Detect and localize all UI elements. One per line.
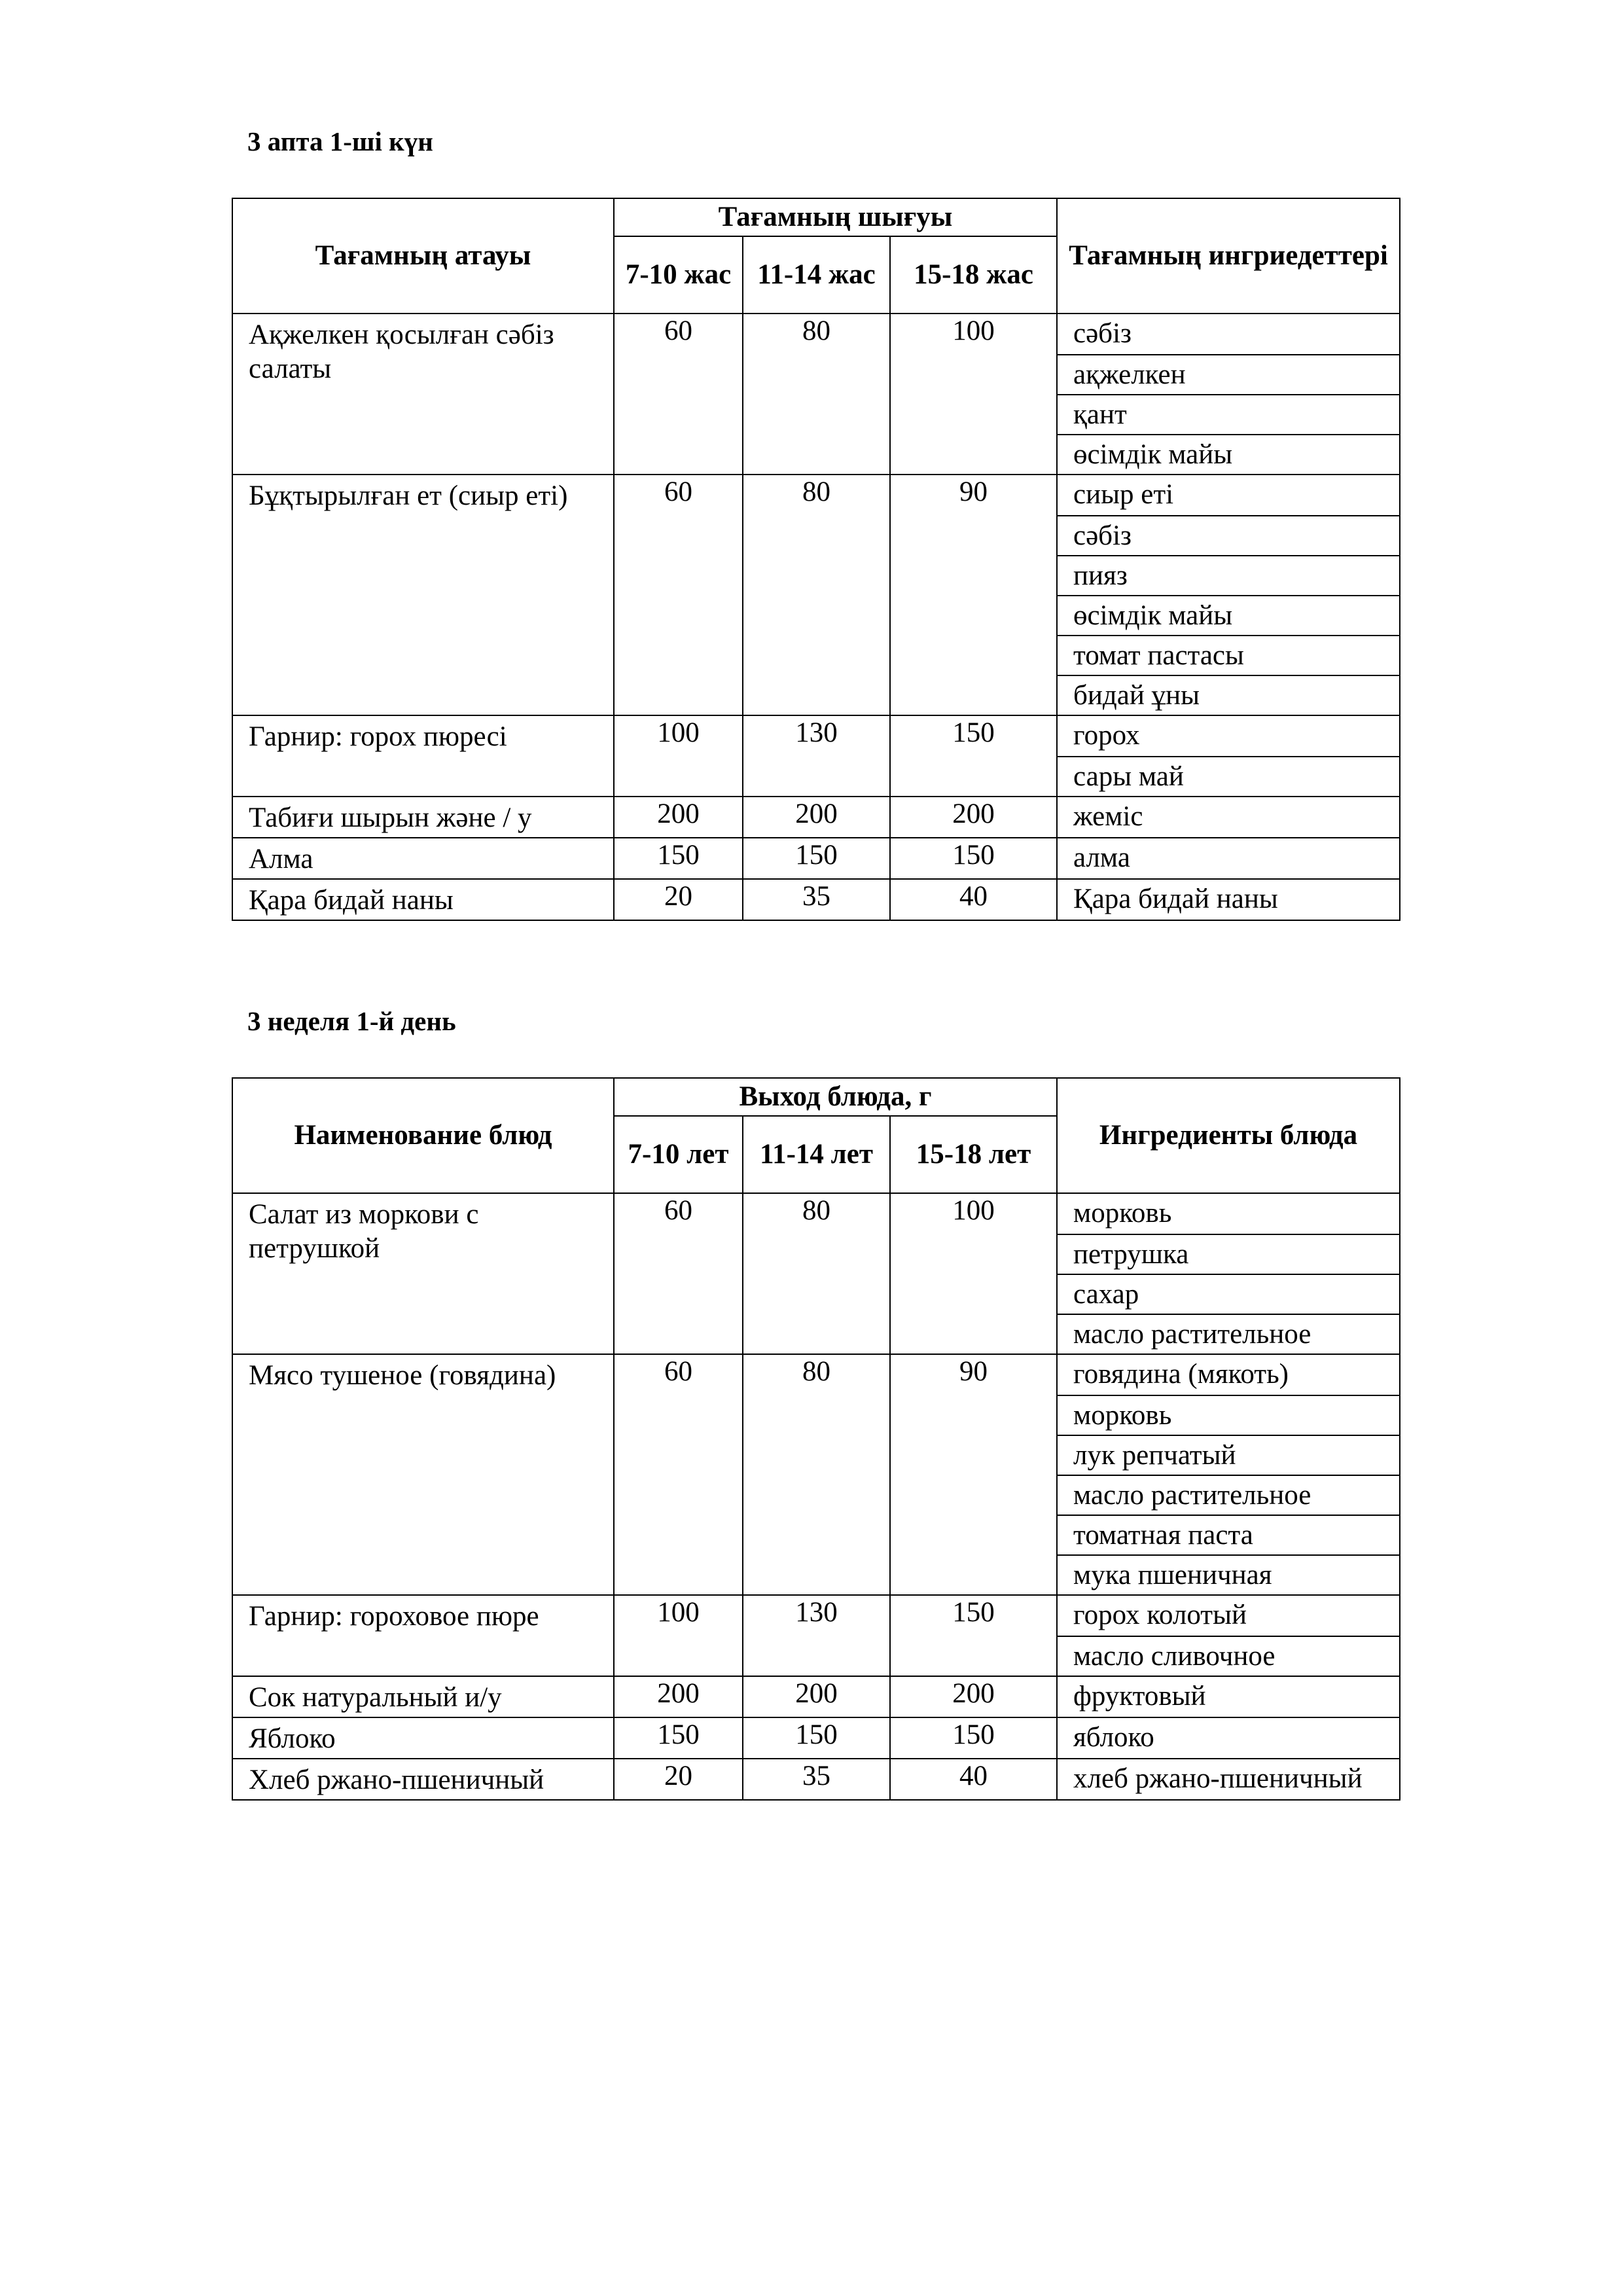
portion-15-18-cell: 150 <box>890 838 1057 879</box>
portion-11-14-cell: 150 <box>743 838 890 879</box>
table-row <box>232 879 1400 920</box>
header-age-7-10: 7-10 лет <box>614 1116 743 1193</box>
table-body <box>232 314 1400 920</box>
header-dish-name: Наименование блюд <box>232 1078 614 1193</box>
portion-7-10-cell: 100 <box>614 715 743 797</box>
portion-11-14-cell: 80 <box>743 475 890 715</box>
section-heading-ru: 3 неделя 1-й день <box>247 1006 456 1036</box>
ingredient-item: хлеб ржано-пшеничный <box>1073 1763 1363 1794</box>
menu-table-kz <box>232 198 1400 921</box>
portion-15-18-cell: 150 <box>890 1595 1057 1676</box>
ingredient-item: қант <box>1058 394 1399 434</box>
ingredients-cell <box>1057 1193 1400 1354</box>
table-row <box>232 314 1400 475</box>
ingredient-item: алма <box>1073 842 1130 873</box>
dish-name-cell: Ақжелкен қосылған сәбіз салаты <box>232 314 614 475</box>
ingredient-item: томат пастасы <box>1058 635 1399 675</box>
ingredient-item: сары май <box>1058 756 1399 796</box>
portion-11-14-cell: 35 <box>743 879 890 920</box>
header-output: Выход блюда, г <box>614 1078 1057 1116</box>
dish-name-cell: Салат из моркови с петрушкой <box>232 1193 614 1354</box>
portion-7-10-cell: 60 <box>614 1354 743 1595</box>
table-row <box>232 1193 1400 1354</box>
ingredients-cell <box>1057 1717 1400 1759</box>
portion-11-14-cell: 80 <box>743 1354 890 1595</box>
portion-7-10-cell: 60 <box>614 475 743 715</box>
portion-11-14-cell: 200 <box>743 797 890 838</box>
ingredient-list <box>1058 1759 1399 1799</box>
portion-15-18-cell: 100 <box>890 314 1057 475</box>
ingredients-cell <box>1057 838 1400 879</box>
ingredient-item: ақжелкен <box>1058 354 1399 394</box>
table-row <box>232 1354 1400 1595</box>
ingredient-list <box>1058 475 1399 715</box>
ingredient-item: өсімдік майы <box>1058 434 1399 474</box>
ingredient-item: морковь <box>1073 1197 1172 1229</box>
portion-11-14-cell: 80 <box>743 1193 890 1354</box>
portion-11-14-cell: 130 <box>743 715 890 797</box>
dish-name-cell: Гарнир: горох пюресі <box>232 715 614 797</box>
portion-15-18-cell: 90 <box>890 1354 1057 1595</box>
portion-15-18-cell: 150 <box>890 715 1057 797</box>
header-age-15-18: 15-18 жас <box>890 236 1057 314</box>
section-heading-kz: 3 апта 1-ші күн <box>247 126 433 156</box>
portion-7-10-cell: 60 <box>614 1193 743 1354</box>
portion-7-10-cell: 20 <box>614 1759 743 1800</box>
table-row <box>232 1676 1400 1717</box>
table-row <box>232 475 1400 715</box>
portion-15-18-cell: 200 <box>890 797 1057 838</box>
table-row <box>232 838 1400 879</box>
header-output: Тағамның шығуы <box>614 198 1057 236</box>
dish-name-cell: Табиғи шырын және / у <box>232 797 614 838</box>
ingredient-item: масло растительное <box>1058 1314 1399 1354</box>
portion-11-14-cell: 200 <box>743 1676 890 1717</box>
portion-15-18-cell: 100 <box>890 1193 1057 1354</box>
ingredient-list <box>1058 1194 1399 1354</box>
ingredient-item: бидай ұны <box>1058 675 1399 715</box>
ingredient-item: жеміс <box>1073 800 1143 832</box>
portion-7-10-cell: 100 <box>614 1595 743 1676</box>
header-age-11-14: 11-14 лет <box>743 1116 890 1193</box>
ingredient-item: фруктовый <box>1073 1680 1206 1712</box>
ingredient-item: горох колотый <box>1073 1599 1247 1630</box>
ingredient-item: сиыр еті <box>1073 478 1174 510</box>
table-row <box>232 1717 1400 1759</box>
dish-name-cell: Алма <box>232 838 614 879</box>
ingredient-list <box>1058 314 1399 474</box>
ingredients-cell <box>1057 797 1400 838</box>
portion-7-10-cell: 200 <box>614 1676 743 1717</box>
ingredients-cell <box>1057 1676 1400 1717</box>
header-ingredients: Тағамның ингриедеттері <box>1057 198 1400 314</box>
portion-15-18-cell: 40 <box>890 1759 1057 1800</box>
ingredient-item: говядина (мякоть) <box>1073 1358 1289 1390</box>
ingredient-item: яблоко <box>1073 1721 1154 1753</box>
portion-7-10-cell: 200 <box>614 797 743 838</box>
header-age-11-14: 11-14 жас <box>743 236 890 314</box>
header-age-15-18: 15-18 лет <box>890 1116 1057 1193</box>
portion-11-14-cell: 80 <box>743 314 890 475</box>
ingredient-item: сахар <box>1058 1274 1399 1314</box>
portion-7-10-cell: 20 <box>614 879 743 920</box>
table-body <box>232 1193 1400 1800</box>
ingredients-cell <box>1057 1759 1400 1800</box>
ingredients-cell <box>1057 879 1400 920</box>
ingredient-item: пияз <box>1058 555 1399 595</box>
table-row <box>232 1759 1400 1800</box>
ingredient-item: сәбіз <box>1073 317 1132 349</box>
ingredient-list <box>1058 1355 1399 1594</box>
ingredient-list <box>1058 716 1399 796</box>
ingredient-list <box>1058 1718 1399 1758</box>
ingredients-cell <box>1057 1595 1400 1676</box>
ingredients-cell <box>1057 475 1400 715</box>
ingredient-item: масло сливочное <box>1058 1636 1399 1676</box>
portion-7-10-cell: 60 <box>614 314 743 475</box>
table-row <box>232 1595 1400 1676</box>
header-ingredients: Ингредиенты блюда <box>1057 1078 1400 1193</box>
menu-table-ru <box>232 1077 1400 1801</box>
header-age-7-10: 7-10 жас <box>614 236 743 314</box>
portion-7-10-cell: 150 <box>614 838 743 879</box>
table-row <box>232 715 1400 797</box>
portion-15-18-cell: 150 <box>890 1717 1057 1759</box>
ingredients-cell <box>1057 1354 1400 1595</box>
portion-11-14-cell: 150 <box>743 1717 890 1759</box>
ingredient-item: морковь <box>1058 1395 1399 1435</box>
ingredient-item: лук репчатый <box>1058 1435 1399 1475</box>
ingredient-item: масло растительное <box>1058 1475 1399 1515</box>
portion-15-18-cell: 200 <box>890 1676 1057 1717</box>
table-row <box>232 797 1400 838</box>
dish-name-cell: Сок натуральный и/у <box>232 1676 614 1717</box>
ingredient-item: томатная паста <box>1058 1515 1399 1554</box>
portion-15-18-cell: 90 <box>890 475 1057 715</box>
ingredient-list <box>1058 838 1399 878</box>
dish-name-cell: Гарнир: гороховое пюре <box>232 1595 614 1676</box>
ingredient-item: Қара бидай наны <box>1073 883 1278 914</box>
ingredient-item: горох <box>1073 719 1140 751</box>
portion-7-10-cell: 150 <box>614 1717 743 1759</box>
dish-name-cell: Яблоко <box>232 1717 614 1759</box>
ingredient-list <box>1058 880 1399 920</box>
ingredients-cell <box>1057 715 1400 797</box>
ingredient-item: петрушка <box>1058 1234 1399 1274</box>
dish-name-cell: Бұқтырылған ет (сиыр еті) <box>232 475 614 715</box>
dish-name-cell: Хлеб ржано-пшеничный <box>232 1759 614 1800</box>
dish-name-cell: Қара бидай наны <box>232 879 614 920</box>
ingredient-item: сәбіз <box>1058 515 1399 555</box>
ingredient-item: өсімдік майы <box>1058 595 1399 635</box>
ingredient-list <box>1058 1677 1399 1717</box>
ingredient-item: мука пшеничная <box>1058 1554 1399 1594</box>
portion-11-14-cell: 130 <box>743 1595 890 1676</box>
portion-11-14-cell: 35 <box>743 1759 890 1800</box>
portion-15-18-cell: 40 <box>890 879 1057 920</box>
ingredient-list <box>1058 1596 1399 1676</box>
ingredients-cell <box>1057 314 1400 475</box>
header-dish-name: Тағамның атауы <box>232 198 614 314</box>
ingredient-list <box>1058 797 1399 837</box>
dish-name-cell: Мясо тушеное (говядина) <box>232 1354 614 1595</box>
